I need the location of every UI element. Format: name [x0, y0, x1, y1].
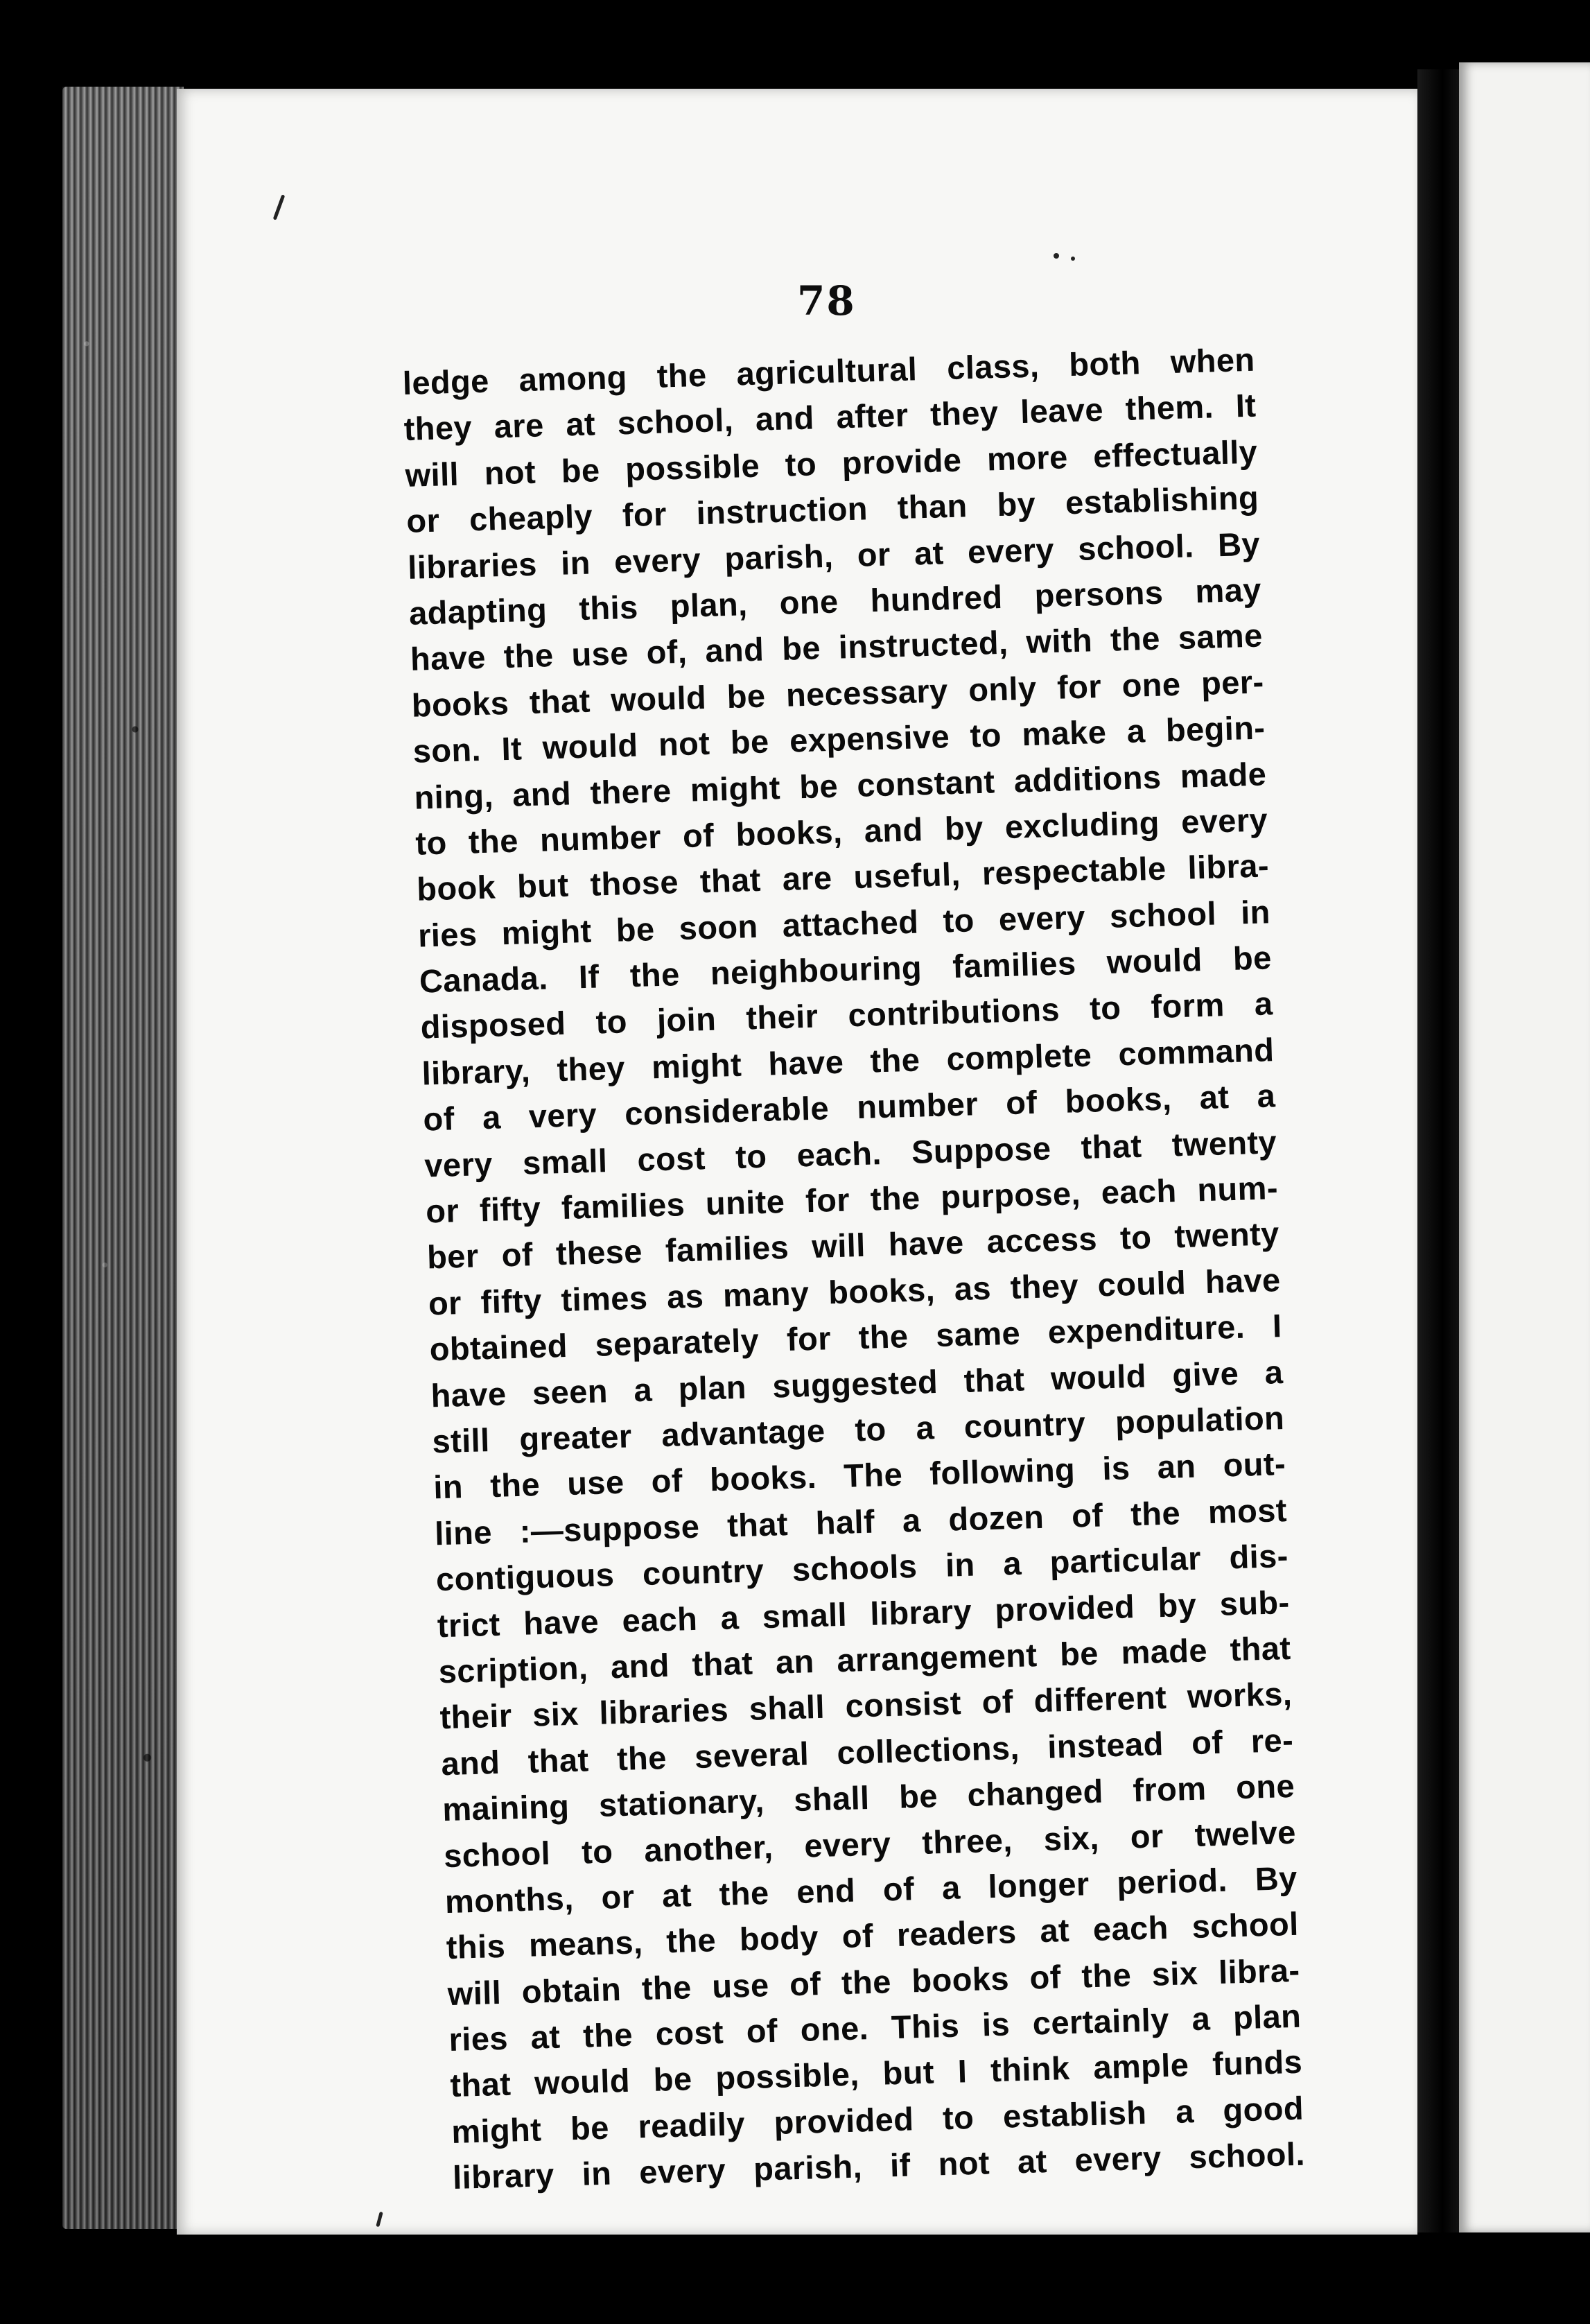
text-line: library, they might have the complete command — [421, 1031, 1275, 1092]
text-line: book but those that are useful, respectable libra- — [416, 847, 1270, 908]
page-number: 78 — [797, 277, 856, 324]
text-line: or fifty families unite for the purpose, each num- — [425, 1169, 1279, 1230]
text-line: that would be possible, but I think ample funds — [449, 2043, 1303, 2104]
text-line: disposed to join their contributions to form a — [420, 985, 1274, 1046]
text-line: trict have each a small library provided by sub- — [437, 1583, 1291, 1644]
text-line: contiguous country schools in a particular dis- — [435, 1537, 1289, 1598]
text-line: they are at school, and after they leave them. It — [403, 387, 1257, 448]
text-line: their six libraries shall consist of different works, — [439, 1675, 1293, 1736]
ink-speck — [1054, 253, 1059, 259]
text-line: very small cost to each. Suppose that twenty — [423, 1122, 1277, 1184]
text-line: library in every parish, if not at every school. — [452, 2135, 1306, 2196]
text-line: line :—suppose that half a dozen of the most — [434, 1491, 1288, 1552]
text-line: and that the several collections, instead of re- — [440, 1721, 1294, 1782]
text-line: will not be possible to provide more effectually — [404, 433, 1258, 494]
body-text — [402, 337, 1306, 2201]
facing-page — [1459, 62, 1590, 2232]
text-line: in the use of books. The following is an out- — [433, 1445, 1286, 1506]
text-line: obtained separately for the same expenditure. I — [429, 1307, 1283, 1368]
text-line: might be readily provided to establish a good — [451, 2089, 1304, 2150]
ink-speck — [1071, 257, 1075, 261]
text-line: ries at the cost of one. This is certainly a plan — [448, 1997, 1302, 2058]
text-line: of a very considerable number of books, at a — [422, 1077, 1276, 1138]
text-line: to the number of books, and by excluding every — [414, 801, 1268, 862]
text-line: son. It would not be expensive to make a begin- — [412, 709, 1266, 770]
text-line: months, or at the end of a longer period. By — [444, 1859, 1298, 1920]
text-line: or fifty times as many books, as they could have — [428, 1260, 1282, 1322]
text-line: ledge among the agricultural class, both when — [402, 340, 1256, 401]
text-line: ries might be soon attached to every school in — [417, 893, 1271, 954]
text-line: ning, and there might be constant additions made — [413, 754, 1267, 816]
text-line: or cheaply for instruction than by establishing — [405, 478, 1259, 540]
text-line: this means, the body of readers at each school — [446, 1905, 1300, 1966]
book-page-edges — [62, 87, 184, 2229]
text-line: Canada. If the neighbouring families would be — [419, 939, 1273, 1000]
text-line: will obtain the use of the books of the six libra- — [447, 1951, 1301, 2012]
text-line: books that would be necessary only for one per- — [411, 663, 1265, 724]
book-gutter — [1417, 69, 1459, 2232]
text-line: libraries in every parish, or at every school. By — [407, 525, 1261, 586]
text-line: scription, and that an arrangement be made that — [438, 1629, 1292, 1690]
text-line: have seen a plan suggested that would give a — [430, 1353, 1284, 1414]
text-line: adapting this plan, one hundred persons may — [408, 571, 1262, 632]
text-line: school to another, every three, six, or twelve — [443, 1813, 1297, 1874]
text-line: have the use of, and be instructed, with the same — [410, 616, 1264, 678]
text-line: ber of these families will have access to twenty — [426, 1215, 1280, 1276]
text-line: still greater advantage to a country population — [431, 1399, 1285, 1460]
text-line: maining stationary, shall be changed from one — [442, 1767, 1295, 1828]
